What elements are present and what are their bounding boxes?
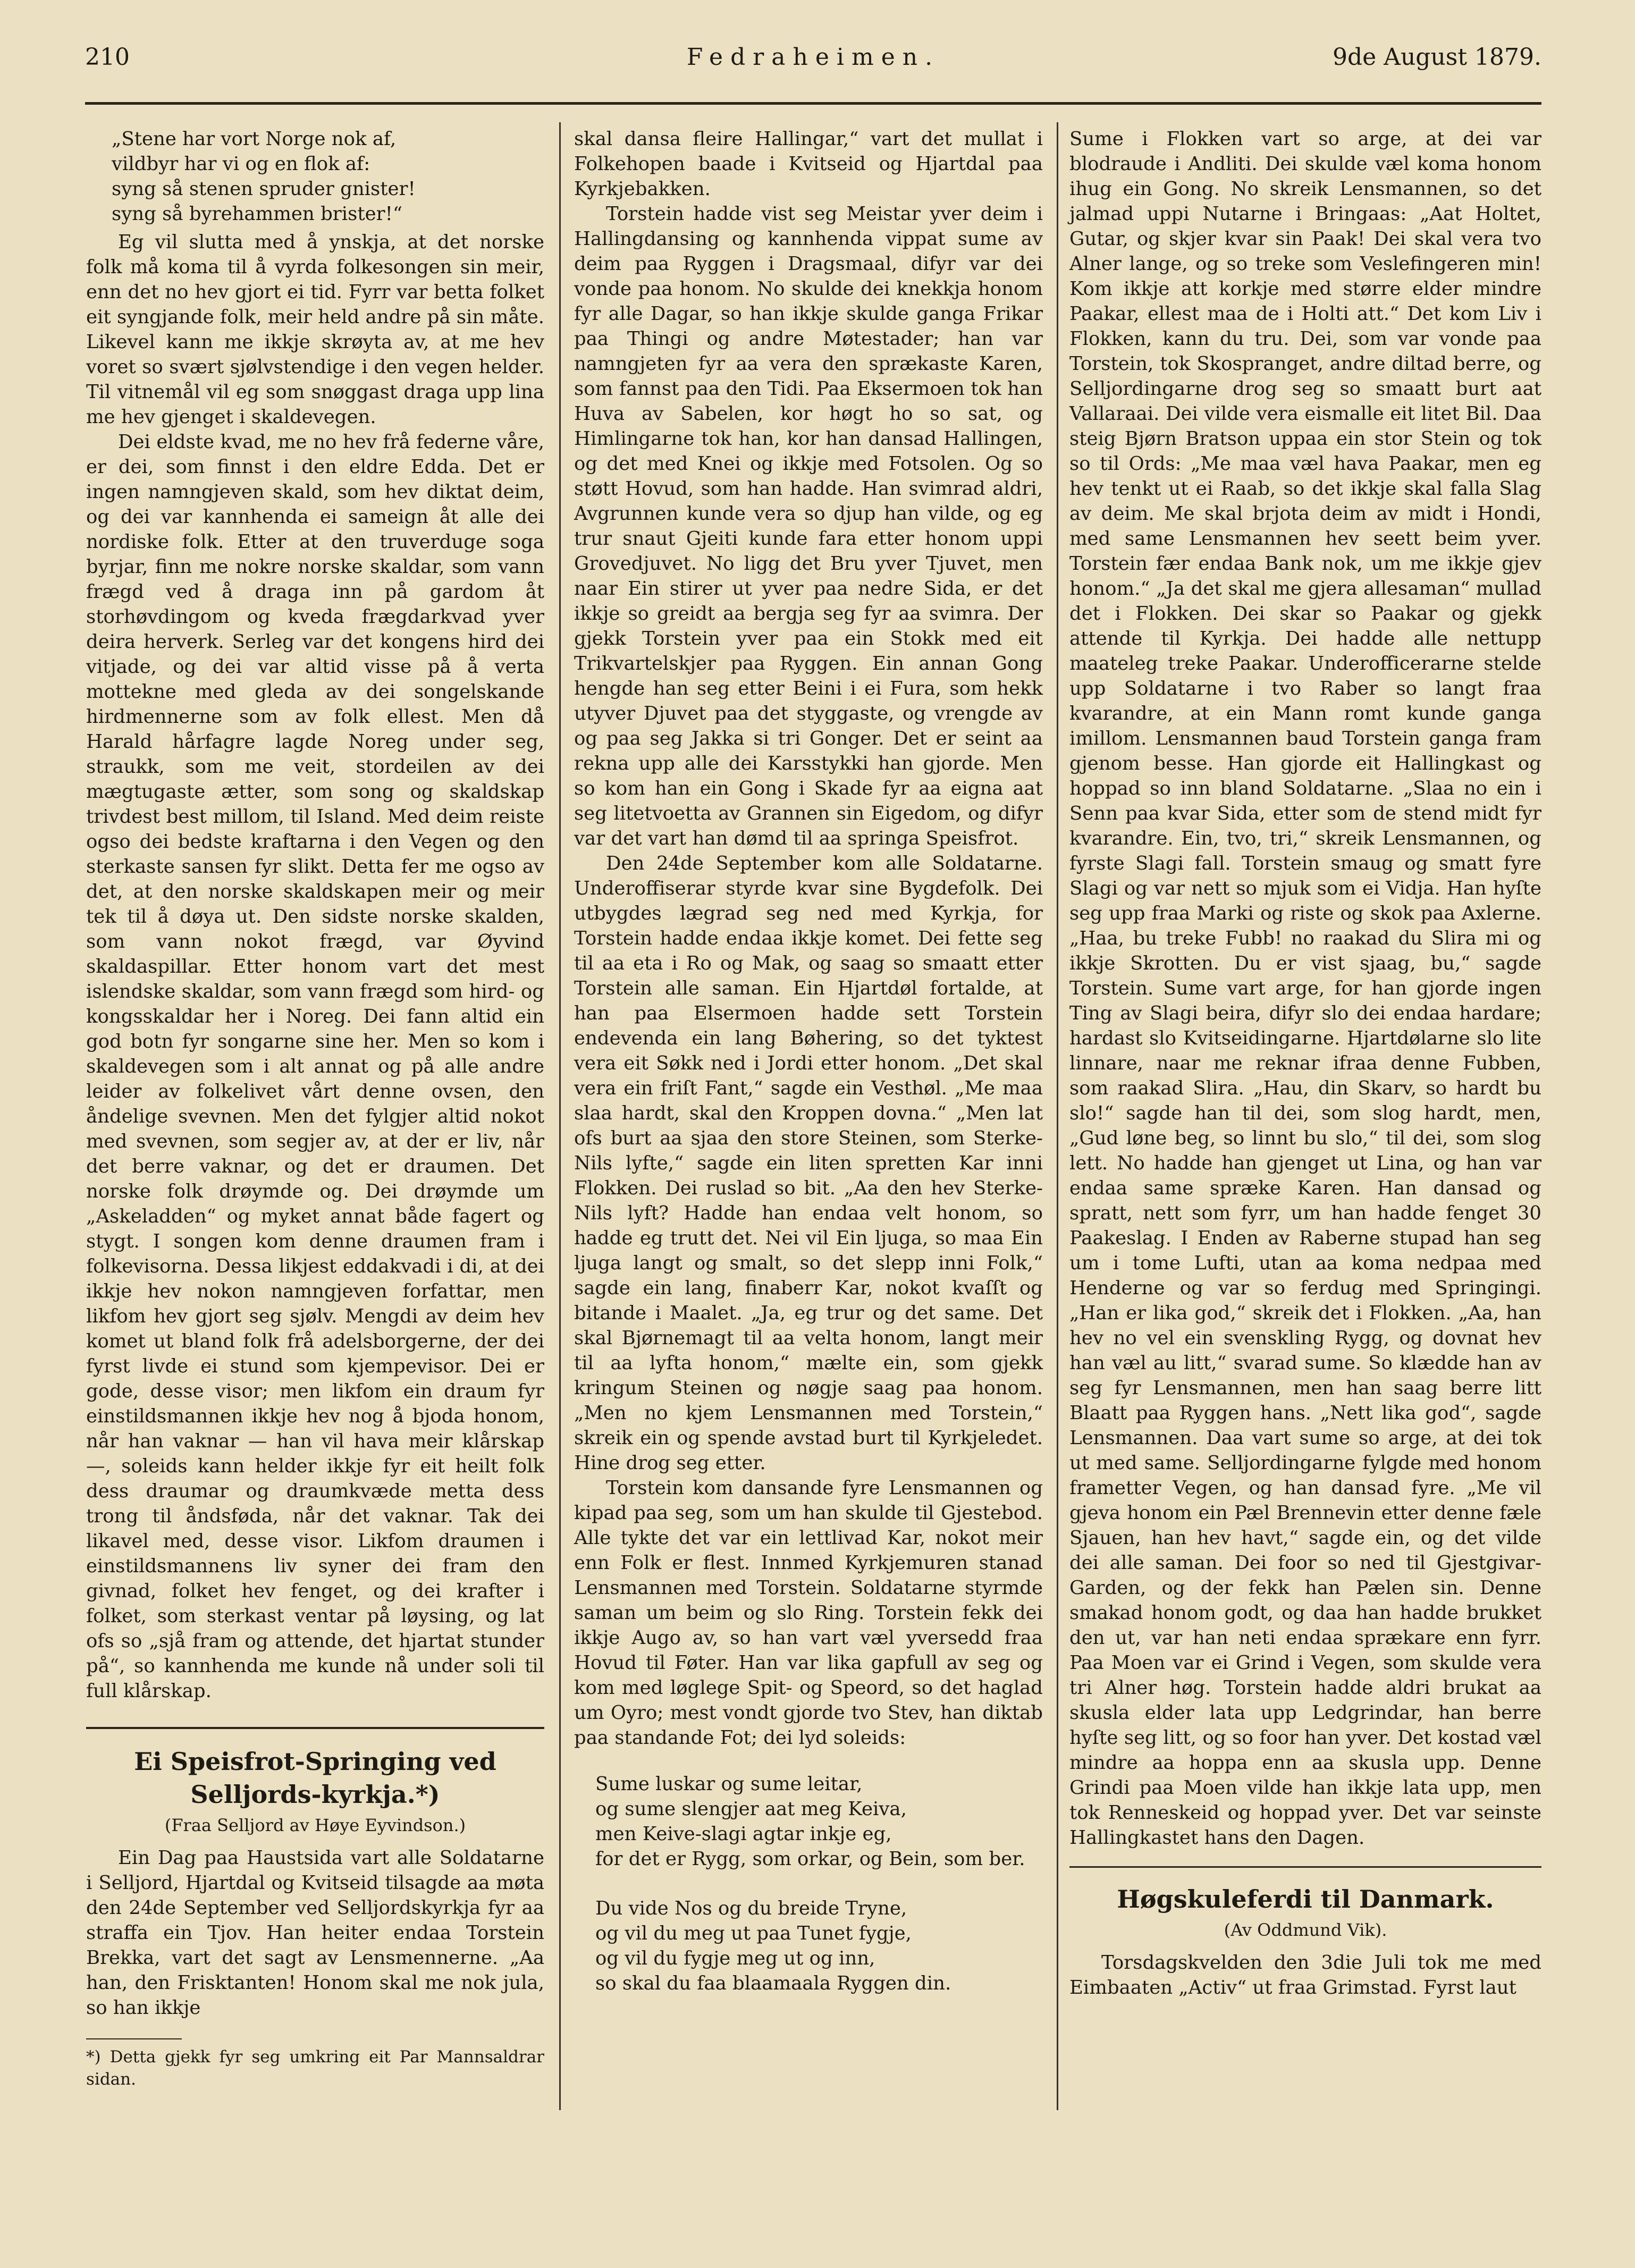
verse-line: „Stene har vort Norge nok af, [112, 128, 397, 150]
article-byline: (Fraa Selljord av Høye Eyvindson.) [164, 1815, 466, 1835]
paragraph: Torstein kom dansande fyre Lensmannen og kipad paa seg, som um han skulde til Gjestebod. Alle tykte det var ein lettlivad Kar, nokot meir enn Folk er flest. Innmed Kyrkjemuren stanad Lensmannen med Torstein. Soldatarne styrmde saman um beim og slo Ring. Torstein fekk dei ikkje Augo av, so han vart væl yversedd fraa Hovud til Føter. Han var lika gapfull av seg og kom med løglege Spit- og Speord, so det haglad um Oyro; mest vondt gjorde tvo Stev, han diktab paa standande Fot; dei lyd soleids: [574, 1477, 1043, 1749]
column-2 [574, 127, 1043, 1999]
column-1 [86, 127, 544, 2090]
article-title: Høgskuleferdi til Danmark. [1117, 1885, 1494, 1913]
column-3 [1069, 127, 1541, 2000]
footnote: *) Detta gjekk fyr seg umkring eit Par Mannsaldrar sidan. [86, 2047, 544, 2089]
paragraph: Dei eldste kvad, me no hev frå federne våre, er dei, som finnst i den eldre Edda. Det er ingen namngjeven skald, som hev diktat deim, og dei var kannhenda ei sameign åt alle dei nordiske folk. Etter at den truverduge soga byrjar, finn me nokre norske skaldar, som vann frægd ved å draga inn på gardom åt storhøvdingom og kveda frægdarkvad yver deira herverk. Serleg var det kongens hird dei vitjade, og dei var altid visse på å verta mottekne med gleda av dei songelskande hirdmennerne som av folk ellest. Men då Harald hårfagre lagde Noreg under seg, straukk, som me veit, stordeilen av dei mægtugaste ætter, som song og skaldskap trivdest best millom, til Island. Med deim reiste ogso dei bedste kraftarna i den Vegen og den sterkaste sansen fyr slikt. Detta fer me ogso av det, at den norske skaldskapen meir og meir tek til å døya ut. Den sidste norske skalden, som vann nokot frægd, var Øyvind skaldaspillar. Etter honom vart det mest islendske skaldar, som vann frægd som hird- og kongsskaldar her i Noreg. Dei fann altid ein god botn fyr songarne sine her. Men so kom i skaldevegen som i alt annat og på alle andre leider av folkelivet vårt denne ovsen, den åndelige svevnen. Men det fylgjer altid nokot med svevnen, som segjer av, at der er liv, når det berre vaknar, og det er draumen. Det norske folk drøymde og. Dei drøymde um „Askeladden“ og myket annat både fagert og stygt. I songen kom denne draumen fram i folkevisorna. Dessa likjest eddakvadi i di, at dei ikkje hev nokon namngjeven forfattar, men likfom hev gjort seg sjølv. Mengdi av deim hev komet ut bland folk frå adelsborgerne, der dei fyrst livde ei stund som kjempevisor. Dei er gode, desse visor; men likfom ein draum fyr einstildsmannen ikkje hev nog å bjoda honom, når han vaknar — han vil hava meir klårskap —, soleids kann helder ikkje fyr eit heilt folk dess draumar og draumkvæde metta dess trong til åndsføda, når det vaknar. Tak dei likavel med, desse visor. Likfom draumen i einstildsmannens liv syner dei fram den givnad, folket hev fenget, og dei krafter i folket, som sterkast ventar på løysing, og lat ofs so „sjå fram og attende, det hjartat stunder på“, so kannhenda me kunde nå under soli til full klårskap. [86, 431, 544, 1702]
verse-line: Sume luskar og sume leitar, [595, 1773, 863, 1795]
verse-line: vildbyr har vi og en flok af: [112, 153, 370, 175]
issue-date: 9de August 1879. [1332, 44, 1541, 71]
verse-line: so skal du faa blaamaala Ryggen din. [595, 1972, 951, 1994]
paragraph: skal dansa fleire Hallingar,“ vart det mullat i Folkehopen baade i Kvitseid og Hjartdal paa Kyrkjebakken. [574, 128, 1043, 200]
section-rule [1069, 1866, 1541, 1868]
column-divider [1057, 122, 1058, 2110]
masthead: Fedraheimen. [686, 44, 940, 71]
paragraph: Sume i Flokken vart so arge, at dei var blodraude i Andliti. Dei skulde væl koma honom ihug ein Gong. No skreik Lensmannen, so det jalmad uppi Nutarne i Bringaas: „Aat Holtet, Gutar, og skjer kvar sin Paak! Dei skal vera tvo Alner lange, og so treke som Veslefingeren min! Kom ikkje att korkje med større elder mindre Paakar, ellest maa de i Holti att.“ Det kom Liv i Flokken, kann du tru. Dei, som var vonde paa Torstein, tok Skospranget, andre diltad berre, og Selljordingarne drog seg so smaatt burt aat Vallaraai. Dei vilde vera eismalle eit litet Bil. Daa steig Bjørn Bratson uppaa ein stor Stein og tok so til Ords: „Me maa væl hava Paakar, men eg hev tenkt ut ei Raab, so det ikkje skal falla Slag av deim. Me skal brjota deim av midt i Hondi, med same Lensmannen hev seett beim yver. Torstein fær endaa Bank nok, um me ikkje gjev honom.“ „Ja det skal me gjera allesaman“ mullad det i Flokken. Dei skar so Paakar og gjekk attende til Kyrkja. Dei hadde alle nettupp maateleg treke Paakar. Underofficerarne stelde upp Soldatarne i tvo Raber so langt fraa kvarandre, at ein Mann romt kunde ganga imillom. Lensmannen baud Torstein ganga fram gjenom besse. Han gjorde eit Hallingkast og hoppad so inn bland Soldatarne. „Slaa no ein i Senn paa kvar Sida, etter som de stend midt fyr kvarandre. Ein, tvo, tri,“ skreik Lensmannen, og fyrste Slagi fall. Torstein smaug og smatt fyre Slagi og var nett so mjuk som ei Vidja. Han hyſte seg upp fraa Marki og riste og skok paa Axlerne. „Haa, bu treke Fubb! no raakad du Slira mi og ikkje Skrotten. Du er vist sjaag, bu,“ sagde Torstein. Sume vart arge, for han gjorde ingen Ting av Slagi beira, difyr slo dei endaa hardare; hardast slo Kvitseidingarne. Hjartdølarne slo lite linnare, naar me reknar ifraa denne Fubben, som raakad Slira. „Hau, din Skarv, so hardt bu slo!“ sagde han til dei, som slog hardt, men, „Gud løne beg, so linnt bu slo,“ til dei, som slog lett. No hadde han gjenget ut Lina, og han var endaa same spræke Karen. Han dansad og spratt, nett som fyrr, um han hadde fenget 30 Paakeslag. I Enden av Raberne stupad han seg um i tome Lufti, utan aa koma nedpaa med Henderne og var so ferdug med Springingi. „Han er lika god,“ skreik det i Flokken. „Aa, han hev no vel ein svenskling Rygg, og dovnat hev han væl au litt,“ svarad sume. So klædde han av seg fyr Lensmannen, men han saag berre litt Blaatt paa Ryggen hans. „Nett lika god“, sagde Lensmannen. Daa vart sume so arge, at dei tok ut med same. Selljordingarne fylgde med honom frametter Vegen, og han dansad fyre. „Me vil gjeva honom ein Pæl Brennevin etter denne fæle Sjauen, han hev havt,“ sagde ein, og det vilde dei alle saman. Dei foor so ned til Gjestgivar-Garden, og der fekk han Pælen sin. Denne smakad honom godt, og daa han hadde brukket den ut, var han neti endaa sprækare enn fyrr. Paa Moen var ei Grind i Vegen, som skulde vera tri Alner høg. Torstein hadde aldri brukat aa skusla elder lata upp Ledgrindar, han berre hyſte seg litt, og so foor han yver. Det kostad væl mindre aa hoppa enn aa skusla upp. Denne Grindi paa Moen vilde han ikkje lata upp, men tok Renneskeid og hoppad yver. Det var seinste Hallingkastet hans den Dagen. [1069, 128, 1541, 1849]
paragraph: Eg vil slutta med å ynskja, at det norske folk må koma til å vyrda folkesongen sin meir, enn det no hev gjort ei tid. Fyrr var betta folket eit syngjande folk, meir held andre på sin måte. Likevel kann me ikkje skrøyta av, at me hev voret so svært sjølvstendige i den vegen helder. Til vitnemål vil eg som snøggast draga upp lina me hev gjenget i skaldevegen. [86, 231, 544, 428]
stanza [595, 1896, 1043, 1996]
paragraph: Torsdagskvelden den 3die Juli tok me med Eimbaaten „Activ“ ut fraa Grimstad. Fyrst laut [1069, 1952, 1541, 1999]
verse-line: og sume slengjer aat meg Keiva, [595, 1798, 907, 1820]
footnote-rule [86, 2038, 182, 2039]
paragraph: Den 24de September kom alle Soldatarne. Underoffiserar styrde kvar sine Bygdefolk. Dei utbygdes lægrad seg ned med Kyrkja, for Torstein hadde endaa ikkje komet. Dei fette seg til aa eta i Ro og Mak, og saag so smaatt etter Torstein alle saman. Ein Hjartdøl fortalde, at han paa Elsermoen hadde sett Torstein endevenda ein lang Bøhering, so det tyktest vera eit Søkk ned i Jordi etter honom. „Det skal vera ein friſt Fant,“ sagde ein Vesthøl. „Me maa slaa hardt, skal den Kroppen dovna.“ „Men lat ofs burt aa sjaa den store Steinen, som Sterke-Nils lyfte,“ sagde ein liten spretten Kar inni Flokken. Dei ruslad so bit. „Aa den hev Sterke-Nils lyft? Hadde han endaa velt honom, so hadde eg trutt det. Nei vil Ein ljuga, so maa Ein ljuga langt og smalt, so det slepp inni Folk,“ sagde ein lang, finaberr Kar, nokot kvaſſt og bitande i Maalet. „Ja, eg trur og det same. Det skal Bjørnemagt til aa velta honom, langt meir til aa lyfta honom,“ mælte ein, som gjekk kringum Steinen og nøgje saag paa honom. „Men no kjem Lensmannen med Torstein,“ skreik ein og spende avstad burt til Kyrkjeledet. Hine drog seg etter. [574, 853, 1043, 1474]
verse-line: syng så byrehammen brister!“ [112, 203, 403, 225]
header-rule [85, 102, 1541, 105]
stanza [595, 1772, 1043, 1871]
article-byline: (Av Oddmund Vik). [1224, 1920, 1387, 1940]
poem-quote [112, 127, 544, 226]
verse-line: syng så stenen spruder gnister! [112, 178, 416, 200]
section-rule [86, 1727, 544, 1729]
paragraph: Torstein hadde vist seg Meistar yver deim i Hallingdansing og kannhenda vippat sume av deim paa Ryggen i Dragsmaal, difyr var dei vonde paa honom. No skulde dei knekkja honom fyr alle Dagar, so han ikkje skulde ganga Frikar paa Thingi og andre Møtestader; han var namngjeten fyr aa vera den sprækaste Karen, som fannst paa den Tidi. Paa Eksermoen tok han Huva av Sabelen, kor høgt ho so sat, og Himlingarne tok han, kor han dansad Hallingen, og det med Knei og ikkje med Fotsolen. Og so støtt Hovud, som han hadde. Han svimrad aldri, Avgrunnen kunde vera so djup han vilde, og eg trur snaut Gjeiti kunde fara etter honom uppi Grovedjuvet. No ligg det Bru yver Tjuvet, men naar Ein stirer ut yver paa nedre Sida, er det ikkje so greidt aa bergja seg fyr aa svimra. Der gjekk Torstein yver paa ein Stokk med eit Trikvartelskjer paa Ryggen. Ein annan Gong hengde han seg etter Beini i ei Fura, som hekk utyver Djuvet paa det styggaste, og vrengde av og paa seg Jakka si tri Gonger. Det er seint aa rekna upp alle dei Karsstykki han gjorde. Men so kom han ein Gong i Skade fyr aa eigna aat seg litetvoetta av Grannen sin Eigedom, og difyr var det vart han dømd til aa springa Speisfrot. [574, 203, 1043, 849]
article-title: Ei Speisfrot-Springing ved Selljords-kyrkja.*) [134, 1747, 496, 1809]
verse-line: for det er Rygg, som orkar, og Bein, som ber. [595, 1848, 1025, 1870]
paragraph: Ein Dag paa Haustsida vart alle Soldatarne i Selljord, Hjartdal og Kvitseid tilsagde aa møta den 24de September ved Selljordskyrkja fyr aa straffa ein Tjov. Han heiter endaa Torstein Brekka, vart det sagt av Lensmennerne. „Aa han, den Frisktanten! Honom skal me nok jula, so han ikkje [86, 1847, 544, 2019]
verse-line: men Keive-slagi agtar inkje eg, [595, 1823, 892, 1845]
page-number: 210 [85, 44, 130, 71]
verse-line: og vil du fygje meg ut og inn, [595, 1947, 875, 1969]
verse-line: Du vide Nos og du breide Tryne, [595, 1898, 907, 1919]
page-header [85, 44, 1541, 75]
column-divider [559, 122, 561, 2110]
verse-line: og vil du meg ut paa Tunet fygje, [595, 1923, 912, 1944]
